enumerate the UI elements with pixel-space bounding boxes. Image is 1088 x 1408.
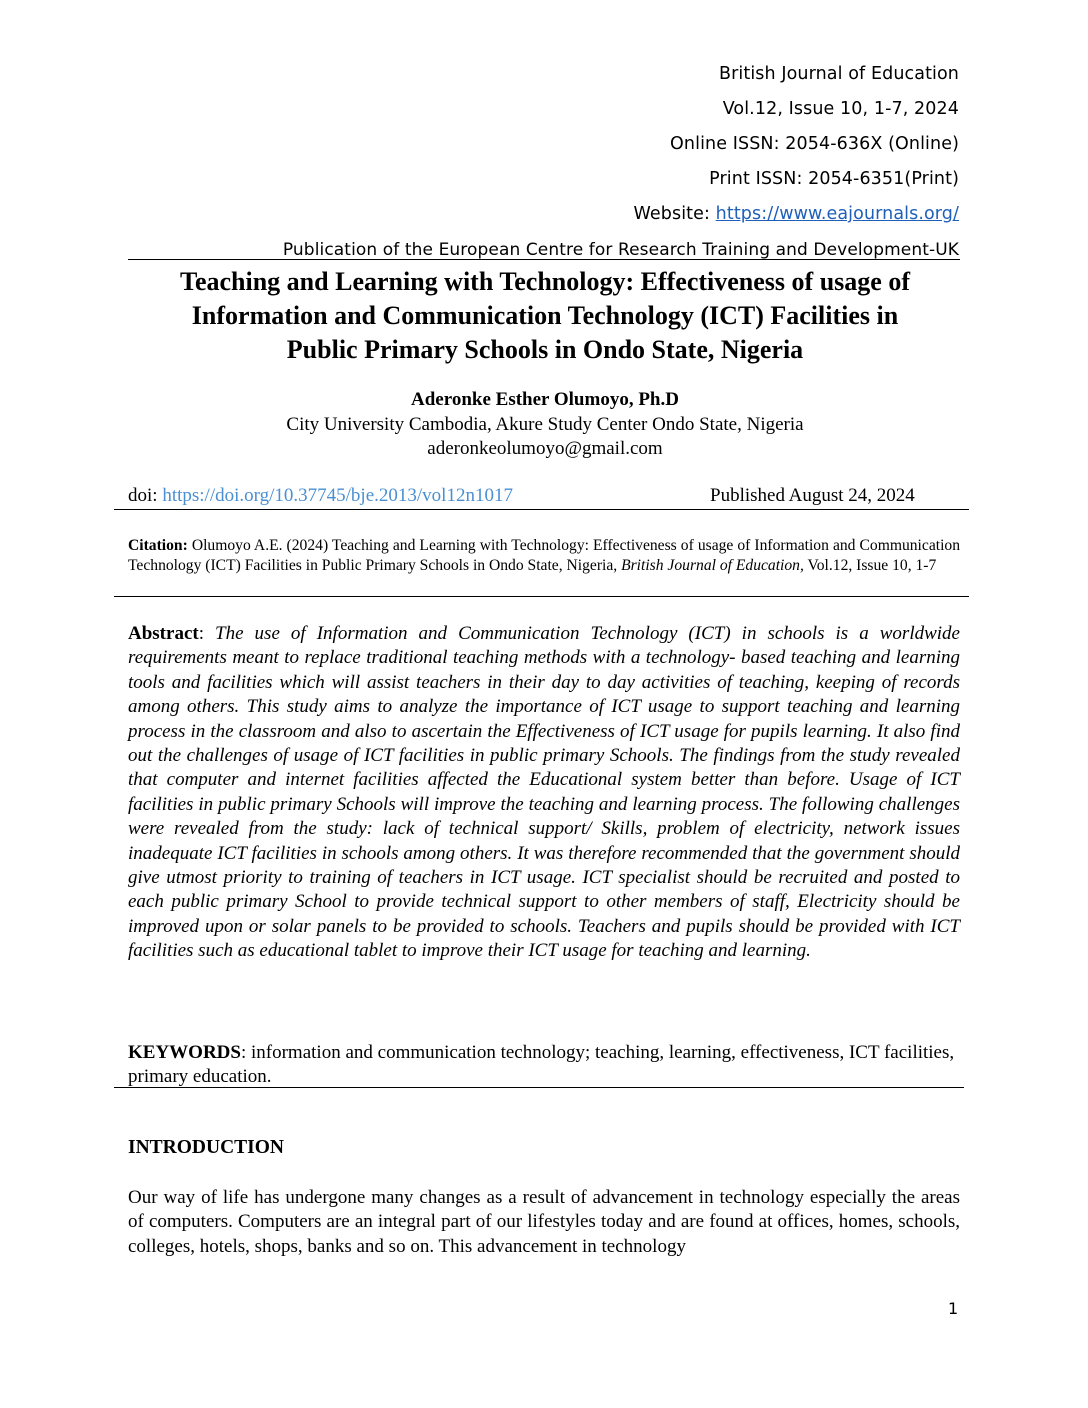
keywords-rule (114, 1087, 964, 1088)
doi-line (128, 485, 513, 507)
citation-label: Citation: (128, 537, 188, 554)
keywords-label: KEYWORDS (128, 1042, 241, 1063)
journal-volume: Vol.12, Issue 10, 1-7, 2024 (722, 99, 959, 119)
citation-journal: British Journal of Education, (621, 556, 804, 574)
print-issn: Print ISSN: 2054-6351(Print) (709, 169, 959, 189)
title-line: Information and Communication Technology (ICT) Facilities in (191, 301, 899, 330)
website-line (634, 204, 959, 224)
online-issn: Online ISSN: 2054-636X (Online) (670, 134, 959, 154)
keywords-text: : information and communication technology; teaching, learning, effectiveness, ICT facilities, primary education. (128, 1042, 955, 1088)
author-email: aderonkeolumoyo@gmail.com (427, 438, 663, 459)
abstract-label: Abstract (128, 623, 199, 644)
website-link[interactable]: https://www.eajournals.org/ (715, 204, 959, 224)
title-line: Public Primary Schools in Ondo State, Nigeria (286, 335, 804, 364)
page-number: 1 (948, 1299, 959, 1318)
citation-rule (114, 596, 969, 597)
paper-title (100, 265, 990, 367)
doi-link[interactable]: https://doi.org/10.37745/bje.2013/vol12n1017 (162, 485, 513, 506)
keywords (128, 1041, 960, 1090)
introduction-text: Our way of life has undergone many changes as a result of advancement in technology especially the areas of computers. Computers are an integral part of our lifestyles today and are found at offices, homes, schools, colleges, hotels, shops, banks and so on. This advancement in technology (128, 1187, 960, 1257)
doi-label: doi: (128, 485, 163, 506)
author-affiliation: City University Cambodia, Akure Study Center Ondo State, Nigeria (286, 414, 804, 435)
abstract-colon: : (198, 623, 216, 644)
citation-text: Olumoyo A.E. (2024) Teaching and Learning with Technology: Effectiveness of usage of Information and Communication Technology (ICT) Facilities in Public Primary Schools in Ondo State, Nigeria, (128, 537, 960, 574)
publisher-line: Publication of the European Centre for Research Training and Development-UK (282, 240, 959, 260)
published-date: Published August 24, 2024 (710, 485, 915, 506)
website-label: Website: (633, 204, 716, 224)
citation (128, 536, 960, 575)
introduction-heading: INTRODUCTION (128, 1137, 285, 1158)
journal-name: British Journal of Education (719, 64, 959, 84)
abstract-text: The use of Information and Communication Technology (ICT) in schools is a worldwide requirements meant to replace traditional teaching methods with a technology- based teaching and learning tools and facilities which will assist teachers in their day to day activities of teaching, keeping of records among others. This study aims to analyze the importance of ICT usage to support teaching and learning process in the classroom and also to ascertain the Effectiveness of ICT usage for pupils learning. It also find out the challenges of usage of ICT facilities in public primary Schools. The findings from the study revealed that computer and internet facilities affected the Educational system better than before. Usage of ICT facilities in public primary Schools will improve the teaching and learning process. The following challenges were revealed from the study: lack of technical support/ Skills, problem of electricity, network issues inadequate ICT facilities in schools among others. It was therefore recommended that the government should give utmost priority to training of teachers in ICT usage. ICT specialist should be recruited and posted to each public primary School to provide technical support to other members of staff, Electricity should be improved upon or solar panels to be provided to schools. Teachers and pupils should be provided with ICT facilities such as educational tablet to improve their ICT usage for teaching and learning. (128, 623, 960, 962)
title-line: Teaching and Learning with Technology: Effectiveness of usage of (180, 267, 910, 296)
author-name: Aderonke Esther Olumoyo, Ph.D (411, 389, 679, 410)
abstract (128, 622, 960, 964)
citation-tail: Vol.12, Issue 10, 1-7 (803, 556, 937, 574)
doi-rule (114, 509, 969, 510)
